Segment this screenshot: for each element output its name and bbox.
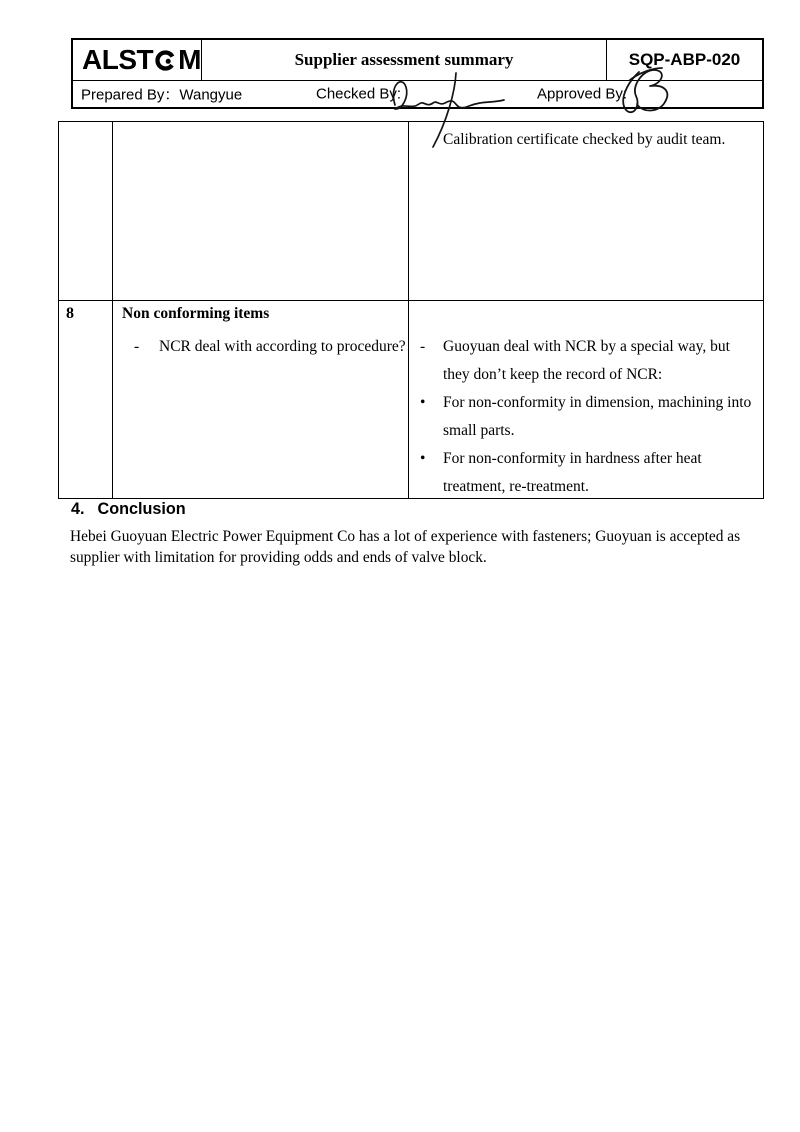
conclusion-paragraph: Hebei Guoyuan Electric Power Equipment Co has a lot of experience with fasteners; Guoyuan is accepted as supplier with limitation for providing odds and ends of valve block. — [70, 528, 741, 566]
question-item-text: NCR deal with according to procedure? — [159, 338, 406, 355]
conclusion-heading — [71, 500, 186, 519]
alstom-logo — [73, 40, 202, 80]
table-column-divider-2 — [408, 122, 409, 498]
prepared-by — [81, 84, 242, 105]
question-title: Non conforming items — [122, 305, 270, 322]
table-column-divider-1 — [112, 122, 113, 498]
answer-item-text: For non-conformity in dimension, machining into small parts. — [443, 394, 752, 439]
answer-item-marker: - — [420, 338, 426, 355]
question-item-marker: - — [134, 338, 140, 355]
document-number: SQP-ABP-020 — [628, 50, 741, 69]
row-index: 8 — [66, 305, 74, 322]
answer-item — [420, 445, 753, 501]
alstom-logo-o-icon — [154, 49, 177, 72]
answer-item — [420, 333, 753, 389]
header-row-signoff — [73, 81, 762, 107]
continuation-note: Calibration certificate checked by audit team. — [443, 131, 726, 148]
alstom-logo-text-right: M — [178, 44, 201, 75]
answer-item-text: Guoyuan deal with NCR by a special way, but they don’t keep the record of NCR: — [443, 338, 730, 383]
table-row-divider — [59, 300, 763, 301]
header-row-title — [73, 40, 762, 81]
checked-by-label: Checked By: — [316, 85, 402, 103]
question-item — [134, 333, 406, 361]
answer-item-marker: • — [420, 394, 426, 411]
conclusion-heading-text: Conclusion — [97, 500, 186, 518]
assessment-table — [58, 121, 764, 499]
prepared-by-label: Prepared By： — [81, 86, 180, 104]
answer-item-text: For non-conformity in hardness after heat treatment, re-treatment. — [443, 450, 702, 495]
alstom-logo-text-left: ALST — [82, 44, 154, 75]
answer-item — [420, 389, 753, 445]
approved-by-label: Approved By: — [537, 85, 628, 103]
prepared-by-value: Wangyue — [179, 86, 243, 104]
answer-item-marker: • — [420, 450, 426, 467]
answer-list — [420, 333, 753, 501]
document-title: Supplier assessment summary — [202, 40, 607, 80]
conclusion-heading-number: 4. — [71, 500, 85, 518]
header-table — [71, 38, 764, 109]
